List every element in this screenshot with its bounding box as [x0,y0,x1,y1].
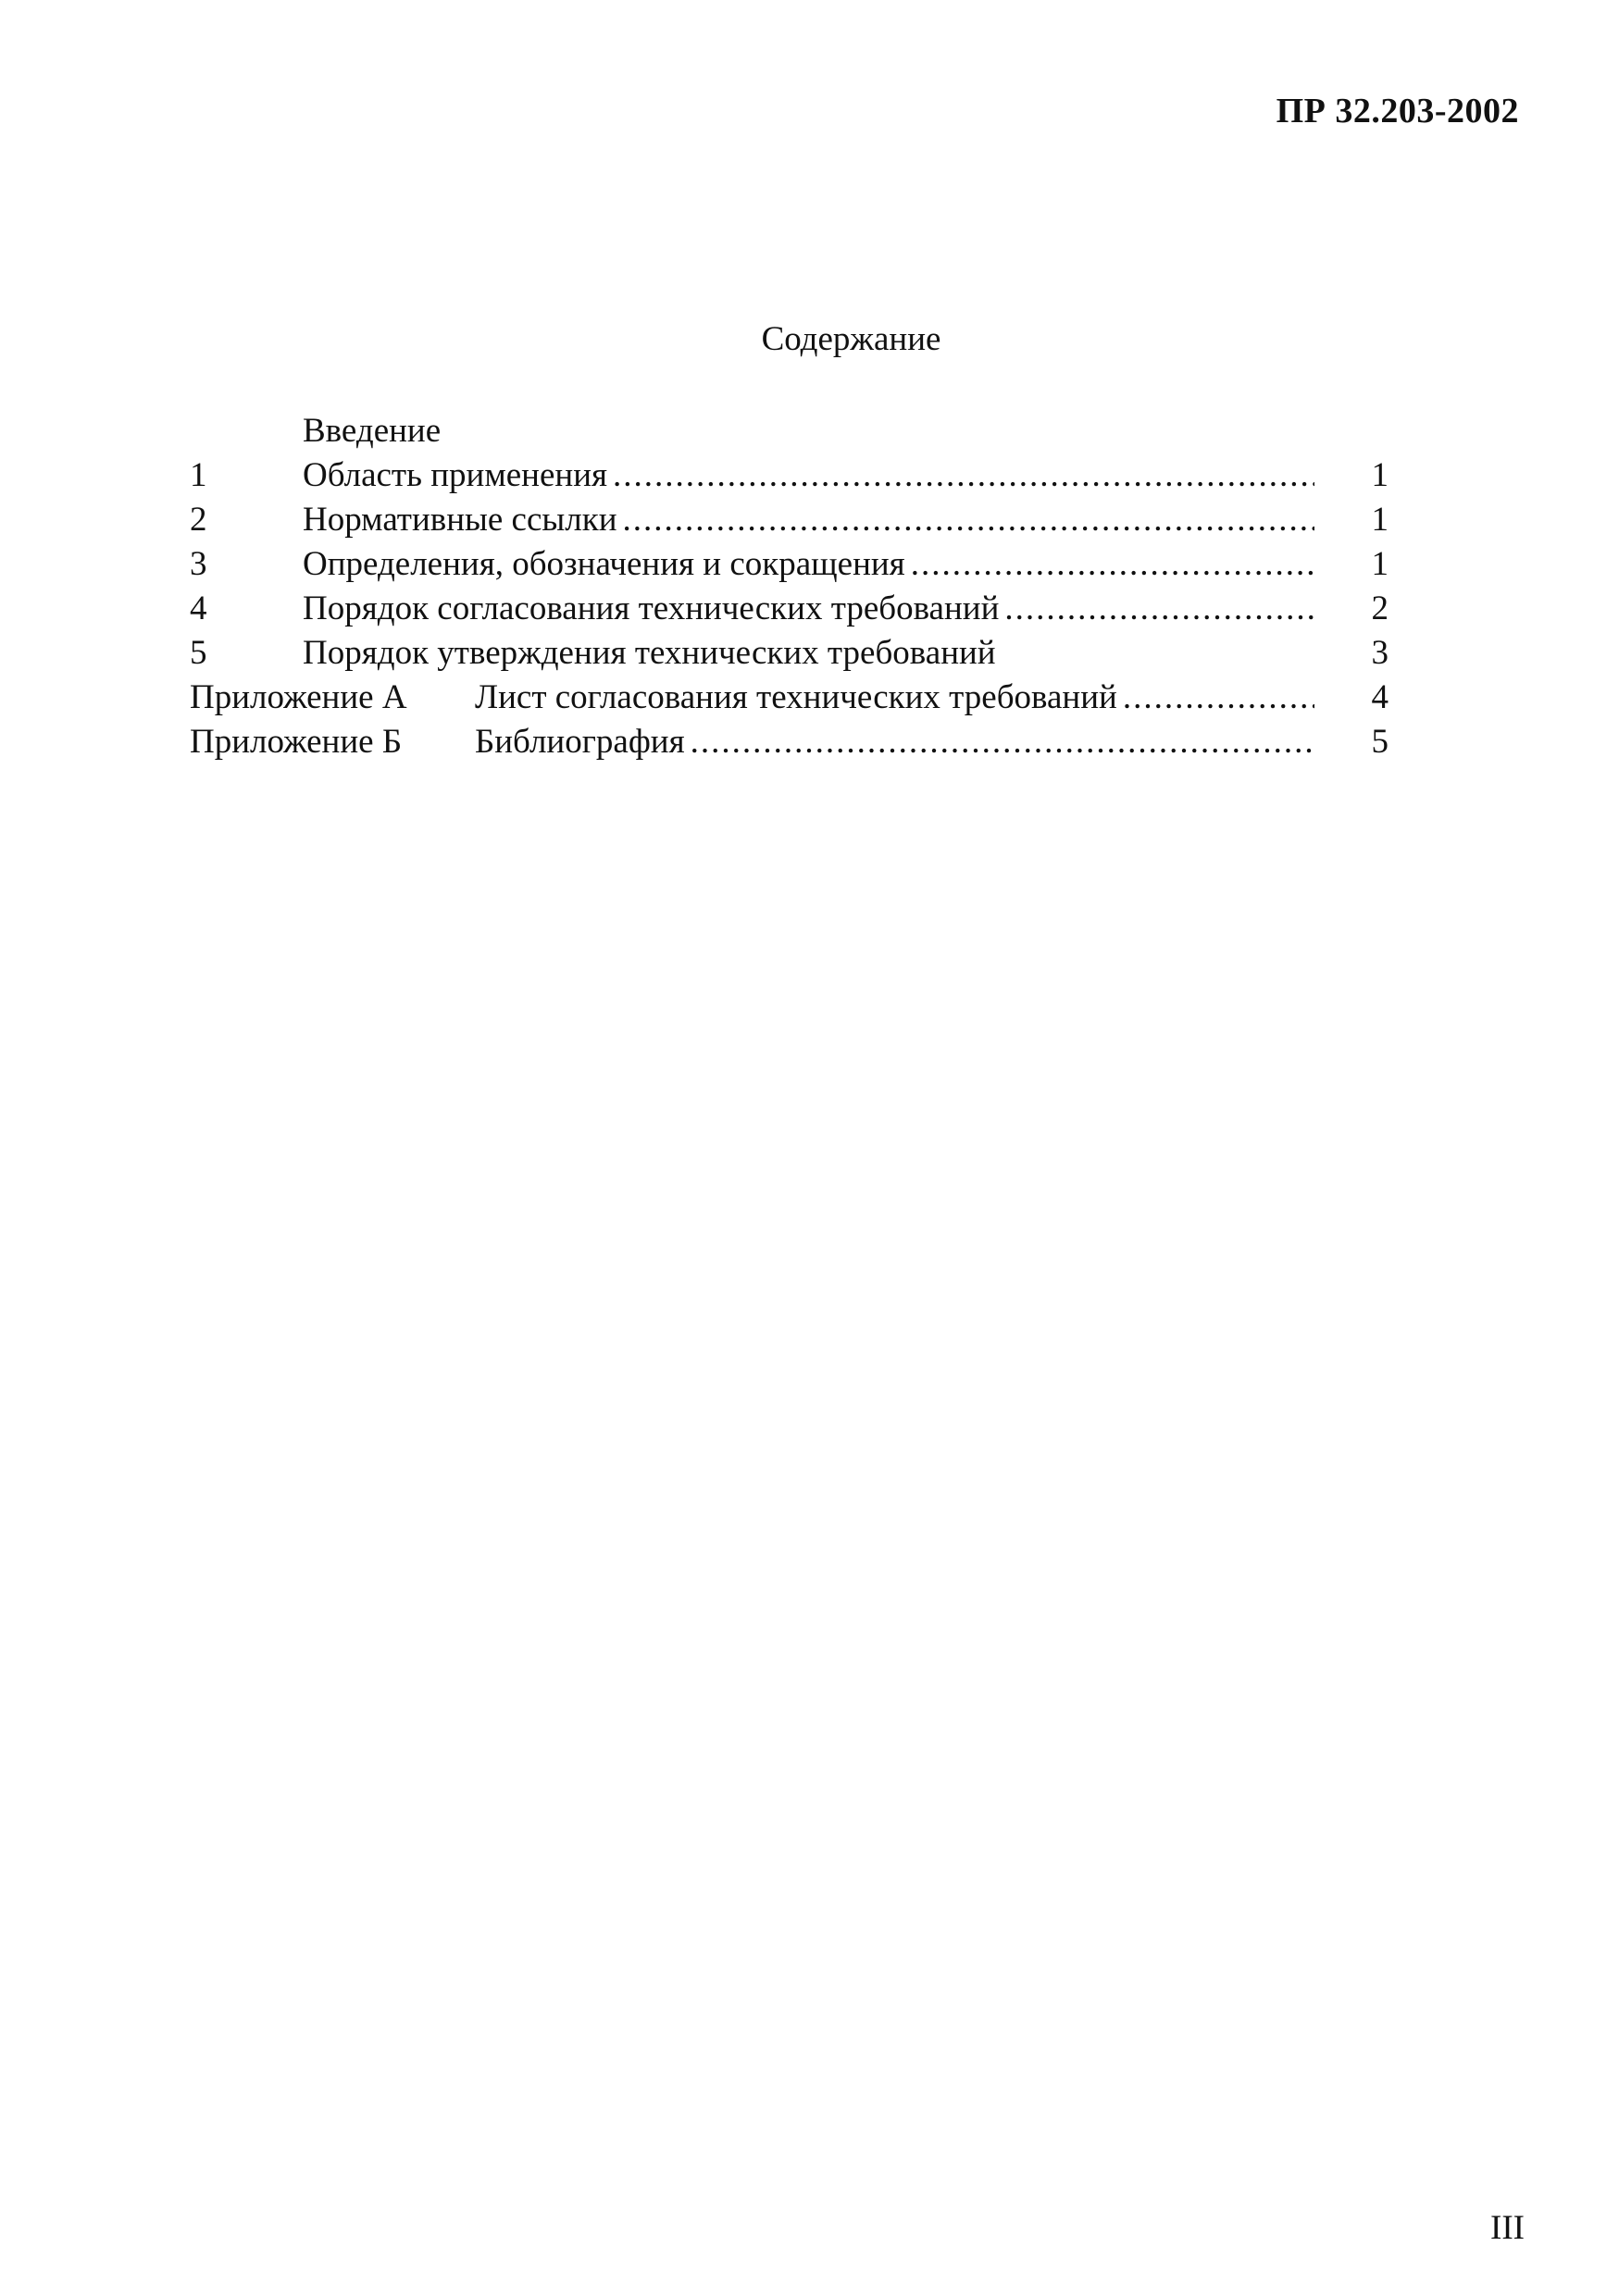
toc-entry-scope[interactable] [190,453,1389,498]
document-code: ПР 32.203-2002 [1276,92,1519,130]
toc-entry-page: 4 [1371,678,1389,716]
toc-leader-dots [623,498,1314,542]
toc-leader-dots [691,720,1314,764]
toc-entry-number: 2 [190,501,207,539]
toc-leader-dots [1123,676,1314,720]
page-number: III [1490,2209,1525,2247]
toc-entry-ratification-procedure[interactable] [190,631,1389,676]
toc-entry-appendix-a[interactable] [190,676,1389,720]
toc-leader-dots [613,453,1314,498]
toc-entry-label: Порядок утверждения технических требований [303,634,996,672]
table-of-contents [190,409,1389,764]
toc-entry-label: Нормативные ссылки [303,501,617,539]
toc-entry-label: Порядок согласования технических требований [303,590,1000,627]
toc-entry-number: 3 [190,545,207,583]
toc-entry-appendix-b[interactable] [190,720,1389,764]
toc-entry-label: Область применения [303,456,608,494]
toc-entry-number: Приложение Б [190,723,403,761]
toc-entry-page: 2 [1371,590,1389,627]
toc-entry-page: 3 [1371,634,1389,672]
toc-entry-label: Введение [303,412,442,450]
toc-entry-number: 4 [190,590,207,627]
toc-entry-number: 5 [190,634,207,672]
toc-entry-page: 1 [1371,456,1389,494]
toc-leader-dots [911,542,1314,587]
toc-entry-normative-references[interactable] [190,498,1389,542]
toc-entry-introduction[interactable] [190,409,1389,453]
toc-entry-definitions[interactable] [190,542,1389,587]
toc-entry-page: 5 [1371,723,1389,761]
toc-entry-approval-procedure[interactable] [190,587,1389,631]
toc-entry-number: Приложение А [190,678,407,716]
toc-entry-label: Библиография [475,723,685,761]
toc-entry-page: 1 [1371,545,1389,583]
toc-entry-label: Определения, обозначения и сокращения [303,545,905,583]
toc-entry-page: 1 [1371,501,1389,539]
toc-entry-number: 1 [190,456,207,494]
toc-title: Содержание [761,320,941,358]
toc-leader-dots [1004,587,1314,631]
toc-entry-label: Лист согласования технических требований [475,678,1117,716]
